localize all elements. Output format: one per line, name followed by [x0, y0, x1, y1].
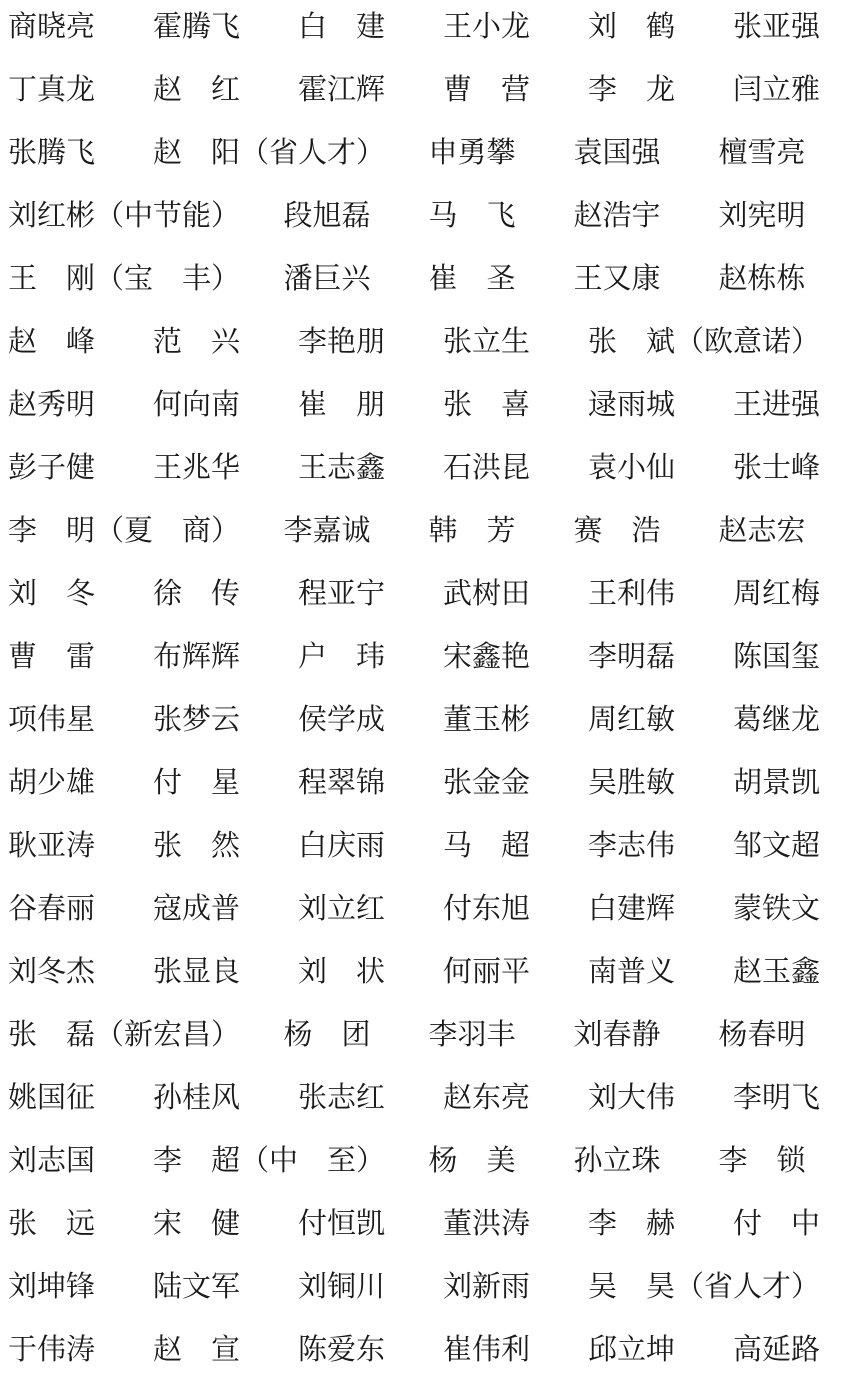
name-row: [0, 630, 860, 693]
name-row-text: 谷春丽 寇成普 刘立红 付东旭 白建辉 蒙铁文: [8, 891, 821, 925]
name-row: [0, 126, 860, 189]
name-row-text: 赵 峰 范 兴 李艳朋 张立生 张 斌（欧意诺）: [8, 324, 821, 358]
name-row: [0, 1071, 860, 1134]
name-row: [0, 1197, 860, 1260]
name-row: [0, 756, 860, 819]
name-row: [0, 315, 860, 378]
name-row: [0, 1008, 860, 1071]
name-row: [0, 1134, 860, 1197]
name-row: [0, 63, 860, 126]
name-row-text: 刘坤锋 陆文军 刘铜川 刘新雨 吴 昊（省人才）: [8, 1269, 821, 1303]
name-row: [0, 1323, 860, 1386]
name-row-text: 刘红彬（中节能） 段旭磊 马 飞 赵浩宇 刘宪明: [8, 198, 806, 232]
name-row-text: 项伟星 张梦云 侯学成 董玉彬 周红敏 葛继龙: [8, 702, 821, 736]
name-row: [0, 945, 860, 1008]
name-row: [0, 882, 860, 945]
name-row-text: 商晓亮 霍腾飞 白 建 王小龙 刘 鹤 张亚强: [8, 9, 821, 43]
name-row: [0, 441, 860, 504]
name-row-text: 王 刚（宝 丰） 潘巨兴 崔 圣 王又康 赵栋栋: [8, 261, 806, 295]
name-row: [0, 0, 860, 63]
name-row-text: 刘志国 李 超（中 至） 杨 美 孙立珠 李 锁: [8, 1143, 806, 1177]
name-row-text: 张腾飞 赵 阳（省人才） 申勇攀 袁国强 檀雪亮: [8, 135, 806, 169]
name-row-text: 曹 雷 布辉辉 户 玮 宋鑫艳 李明磊 陈国玺: [8, 639, 821, 673]
name-row: [0, 567, 860, 630]
name-row-text: 刘 冬 徐 传 程亚宁 武树田 王利伟 周红梅: [8, 576, 821, 610]
name-row-text: 张 远 宋 健 付恒凯 董洪涛 李 赫 付 中: [8, 1206, 821, 1240]
name-row: [0, 252, 860, 315]
name-row-text: 胡少雄 付 星 程翠锦 张金金 吴胜敏 胡景凯: [8, 765, 821, 799]
name-row-text: 姚国征 孙桂风 张志红 赵东亮 刘大伟 李明飞: [8, 1080, 821, 1114]
name-row: [0, 378, 860, 441]
name-row-text: 刘冬杰 张显良 刘 状 何丽平 南普义 赵玉鑫: [8, 954, 821, 988]
name-row-text: 张 磊（新宏昌） 杨 团 李羽丰 刘春静 杨春明: [8, 1017, 806, 1051]
name-row: [0, 189, 860, 252]
name-row-text: 李 明（夏 商） 李嘉诚 韩 芳 赛 浩 赵志宏: [8, 513, 806, 547]
name-row: [0, 819, 860, 882]
name-row-text: 赵秀明 何向南 崔 朋 张 喜 逯雨城 王进强: [8, 387, 821, 421]
name-row-text: 耿亚涛 张 然 白庆雨 马 超 李志伟 邹文超: [8, 828, 821, 862]
name-row: [0, 693, 860, 756]
name-row-text: 于伟涛 赵 宣 陈爱东 崔伟利 邱立坤 高延路: [8, 1332, 821, 1366]
name-row: [0, 504, 860, 567]
name-row-text: 丁真龙 赵 红 霍江辉 曹 营 李 龙 闫立雅: [8, 72, 821, 106]
name-row: [0, 1260, 860, 1323]
name-row-text: 彭子健 王兆华 王志鑫 石洪昆 袁小仙 张士峰: [8, 450, 821, 484]
